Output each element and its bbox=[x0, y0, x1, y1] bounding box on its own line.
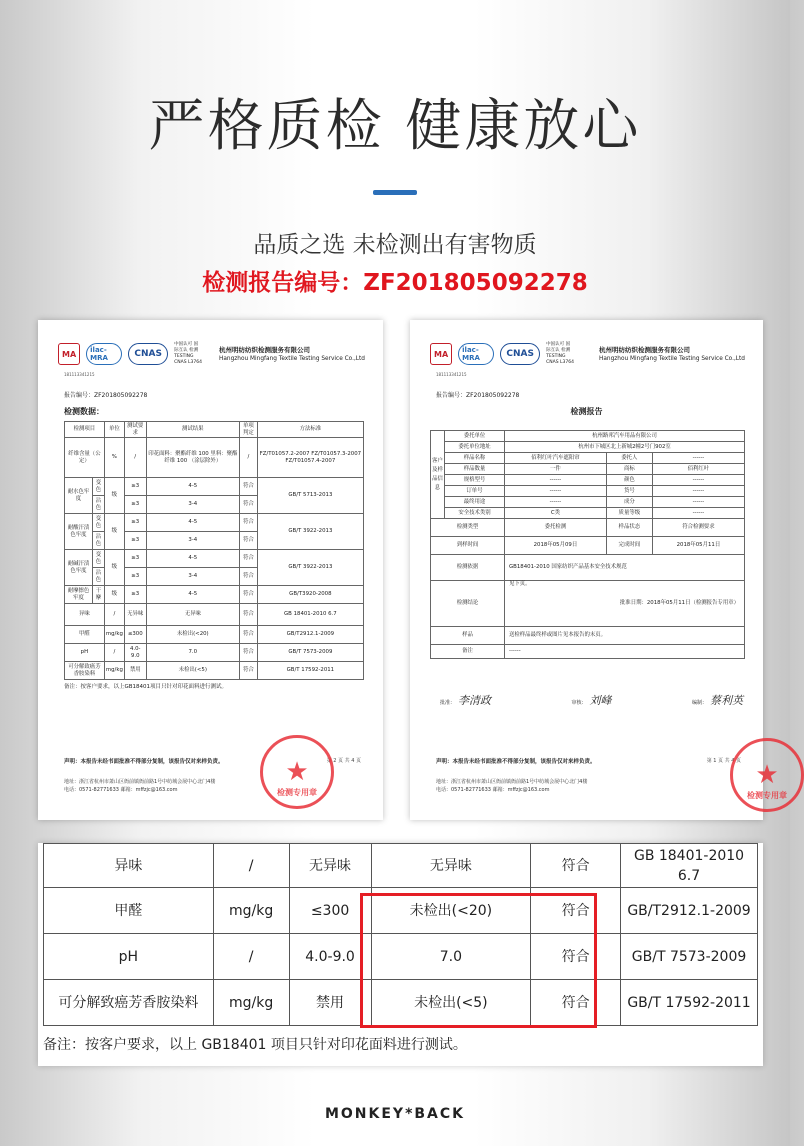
signature-review: 审核： 刘峰 bbox=[571, 694, 612, 707]
table-cell: 检测结论 bbox=[431, 581, 505, 627]
table-cell: 符合 bbox=[240, 662, 258, 680]
table-cell: GB/T2912.1-2009 bbox=[621, 888, 758, 934]
table-cell: GB/T 17592-2011 bbox=[621, 980, 758, 1026]
table-cell: GB18401-2010 国家纺织产品基本安全技术规范 bbox=[505, 555, 745, 581]
table-cell: 未检出(<5) bbox=[371, 980, 531, 1026]
column-header: 检测项目 bbox=[65, 422, 105, 438]
table-cell: ≥3 bbox=[124, 478, 146, 496]
table-cell: / bbox=[124, 438, 146, 478]
table-cell: 符合 bbox=[531, 934, 621, 980]
table-row bbox=[431, 555, 745, 581]
table-cell: C类 bbox=[505, 508, 607, 519]
table-cell: 商标 bbox=[606, 464, 652, 475]
table-cell: 4-5 bbox=[146, 586, 239, 604]
table-cell: 4-5 bbox=[146, 478, 239, 496]
signature-row bbox=[440, 692, 743, 708]
table-cell: 纤维含量（公定） bbox=[65, 438, 105, 478]
table-row bbox=[65, 550, 364, 568]
table-row bbox=[431, 519, 745, 537]
table-cell: 样品状态 bbox=[606, 519, 652, 537]
table-row bbox=[65, 644, 364, 662]
table-cell: ≥3 bbox=[124, 568, 146, 586]
ilac-logo-icon: ilac-MRA bbox=[86, 343, 122, 365]
page-info: 第 2 页 共 4 页 bbox=[326, 758, 361, 764]
table-cell: 委托单位地址 bbox=[445, 442, 505, 453]
table-cell: ------ bbox=[505, 645, 745, 659]
table-cell: 级 bbox=[104, 550, 124, 586]
table-cell: ≤300 bbox=[124, 626, 146, 644]
test-data-table bbox=[64, 421, 364, 680]
table-row bbox=[65, 662, 364, 680]
ma-logo-icon: MA bbox=[58, 343, 80, 365]
declaration: 声明：本报告未经书面批准不得部分复制，该报告仅对来样负责。 bbox=[64, 759, 224, 765]
table-cell: 佰利红叶 bbox=[652, 464, 744, 475]
table-cell: 到样时间 bbox=[431, 537, 505, 555]
table-cell: 符合 bbox=[240, 644, 258, 662]
table-row bbox=[431, 497, 745, 508]
conclusion-text: 见下页。 bbox=[509, 581, 531, 587]
table-cell: 级 bbox=[104, 514, 124, 550]
table-cell: ------ bbox=[652, 497, 744, 508]
table-cell: 禁用 bbox=[289, 980, 371, 1026]
table-cell: 甲醛 bbox=[65, 626, 105, 644]
table-cell: 无异味 bbox=[371, 844, 531, 888]
page-info: 第 1 页 共 4 页 bbox=[706, 758, 741, 764]
declaration: 声明：本报告未经书面批准不得部分复制，该报告仅对来样负责。 bbox=[436, 759, 596, 765]
table-cell: 备注 bbox=[431, 645, 505, 659]
table-cell: 符合 bbox=[240, 514, 258, 532]
table-cell: mg/kg bbox=[213, 980, 289, 1026]
table-row bbox=[431, 464, 745, 475]
table-cell: GB/T 3922-2013 bbox=[257, 514, 363, 550]
table-cell: 2018年05月09日 bbox=[505, 537, 607, 555]
table-cell: 无异味 bbox=[146, 604, 239, 626]
table-cell: / bbox=[213, 934, 289, 980]
table-cell: 送检样品最终样或图片见本报告的末页。 bbox=[505, 627, 745, 645]
zoom-note: 备注：按客户要求，以上 GB18401 项目只针对印花面料进行测试。 bbox=[43, 1037, 467, 1053]
table-cell: 3-4 bbox=[146, 496, 239, 514]
table-cell: 异味 bbox=[44, 844, 214, 888]
accent-bar bbox=[373, 190, 417, 195]
table-cell: 印花面料：聚酯纤维 100 里料：聚酯纤维 100 （涂层除外） bbox=[146, 438, 239, 478]
table-cell: 符合 bbox=[531, 980, 621, 1026]
table-cell: 未检出(<5) bbox=[146, 662, 239, 680]
table-cell: GB 18401-2010 6.7 bbox=[257, 604, 363, 626]
table-cell: ------ bbox=[652, 508, 744, 519]
table-cell: 佰利红叶汽车遮阳帘 bbox=[505, 453, 607, 464]
table-row bbox=[431, 627, 745, 645]
table-cell: 符合 bbox=[240, 496, 258, 514]
cert-code: 181113341215 bbox=[436, 372, 467, 377]
table-cell: FZ/T01057.2-2007 FZ/T01057.3-2007 FZ/T01057.4-2007 bbox=[257, 438, 363, 478]
table-cell: 变色 bbox=[92, 478, 104, 496]
table-cell: 一件 bbox=[505, 464, 607, 475]
table-row bbox=[65, 422, 364, 438]
signature-compile: 编制： 蔡利英 bbox=[691, 694, 743, 707]
table-cell: ≥3 bbox=[124, 496, 146, 514]
table-cell: / bbox=[104, 604, 124, 626]
table-cell: pH bbox=[44, 934, 214, 980]
table-cell: GB/T3920-2008 bbox=[257, 586, 363, 604]
table-cell: 杭州路邦汽车用品有限公司 bbox=[505, 431, 745, 442]
table-cell: 检测类型 bbox=[431, 519, 505, 537]
table-cell: 符合检测要求 bbox=[652, 519, 744, 537]
table-cell: 沾色 bbox=[92, 568, 104, 586]
table-cell: 符合 bbox=[531, 888, 621, 934]
table-cell: 4-5 bbox=[146, 550, 239, 568]
lab-name: 杭州明纺纺织检测服务有限公司 Hangzhou Mingfang Textile Testing Service Co.,Ltd bbox=[218, 345, 365, 362]
table-row bbox=[431, 442, 745, 453]
table-cell: ------ bbox=[652, 475, 744, 486]
report-page-data bbox=[38, 320, 383, 820]
cnas-text: 中国认可 国际互认 检测 TESTING CNAS L3764 bbox=[546, 342, 574, 365]
column-header: 方法标准 bbox=[257, 422, 363, 438]
table-cell: ≥3 bbox=[124, 586, 146, 604]
table-cell: 未检出(<20) bbox=[371, 888, 531, 934]
doc-header bbox=[430, 336, 745, 372]
doc-heading: 检测报告 bbox=[570, 407, 603, 416]
cnas-logo-icon: CNAS bbox=[128, 343, 168, 365]
table-cell: 4.0-9.0 bbox=[124, 644, 146, 662]
table-cell: GB 18401-2010 6.7 bbox=[621, 844, 758, 888]
table-cell: 最终用途 bbox=[445, 497, 505, 508]
table-cell: 可分解致癌芳香胺染料 bbox=[44, 980, 214, 1026]
table-row bbox=[65, 626, 364, 644]
table-cell: 委托人 bbox=[606, 453, 652, 464]
table-cell: 无异味 bbox=[289, 844, 371, 888]
brand-logo: MONKEY*BACK bbox=[324, 1106, 466, 1122]
table-cell: mg/kg bbox=[104, 626, 124, 644]
table-cell: ------ bbox=[505, 475, 607, 486]
table-row bbox=[431, 645, 745, 659]
table-cell: 规格型号 bbox=[445, 475, 505, 486]
table-cell: ------ bbox=[652, 453, 744, 464]
column-header: 单项判定 bbox=[240, 422, 258, 438]
table-cell: 符合 bbox=[240, 586, 258, 604]
table-cell: GB/T 3922-2013 bbox=[257, 550, 363, 586]
table-cell: 客户及样品信息 bbox=[431, 431, 445, 519]
subtitle: 品质之选 未检测出有害物质 bbox=[253, 232, 537, 258]
stamp-icon: ★ 检测专用章 bbox=[260, 735, 334, 809]
column-header: 单位 bbox=[104, 422, 124, 438]
table-cell: 无异味 bbox=[124, 604, 146, 626]
table-cell: 耐碱汗渍色牢度 bbox=[65, 550, 93, 586]
table-cell: ------ bbox=[505, 486, 607, 497]
table-cell: ------ bbox=[652, 486, 744, 497]
table-cell: 样品 bbox=[431, 627, 505, 645]
table-cell: 符合 bbox=[240, 550, 258, 568]
table-cell bbox=[505, 581, 745, 627]
table-cell: 可分解致癌芳香胺染料 bbox=[65, 662, 105, 680]
table-cell: 检测依据 bbox=[431, 555, 505, 581]
report-no: 报告编号：ZF201805092278 bbox=[64, 392, 148, 399]
table-cell: 样品数量 bbox=[445, 464, 505, 475]
table-row bbox=[65, 604, 364, 626]
report-number: 检测报告编号：ZF201805092278 bbox=[202, 270, 588, 296]
table-cell: 委托检测 bbox=[505, 519, 607, 537]
table-cell: 符合 bbox=[531, 844, 621, 888]
cnas-logo-icon: CNAS bbox=[500, 343, 540, 365]
table-cell: 符合 bbox=[240, 532, 258, 550]
table-cell: pH bbox=[65, 644, 105, 662]
table-cell: 符合 bbox=[240, 478, 258, 496]
table-cell: 未检出(<20) bbox=[146, 626, 239, 644]
table-cell: 杭州市下城区北上新城2幢2号门902室 bbox=[505, 442, 745, 453]
table-cell: 变色 bbox=[92, 514, 104, 532]
table-cell: 成分 bbox=[606, 497, 652, 508]
table-cell: 级 bbox=[104, 478, 124, 514]
report-page-cover bbox=[410, 320, 787, 820]
table-cell: 甲醛 bbox=[44, 888, 214, 934]
report-info-table bbox=[430, 430, 745, 659]
column-header: 测试要求 bbox=[124, 422, 146, 438]
table-cell: 级 bbox=[104, 586, 124, 604]
table-row bbox=[431, 537, 745, 555]
table-row bbox=[431, 508, 745, 519]
table-cell: ≥3 bbox=[124, 550, 146, 568]
ilac-logo-icon: ilac-MRA bbox=[458, 343, 494, 365]
table-cell: 符合 bbox=[240, 604, 258, 626]
table-cell: GB/T 17592-2011 bbox=[257, 662, 363, 680]
table-cell: 异味 bbox=[65, 604, 105, 626]
table-cell: 3-4 bbox=[146, 568, 239, 586]
doc-heading: 检测数据： bbox=[64, 407, 104, 416]
lab-name: 杭州明纺纺织检测服务有限公司 Hangzhou Mingfang Textile Testing Service Co.,Ltd bbox=[598, 345, 745, 362]
table-cell: 符合 bbox=[240, 568, 258, 586]
table-cell: mg/kg bbox=[104, 662, 124, 680]
table-cell: GB/T 7573-2009 bbox=[621, 934, 758, 980]
cnas-text: 中国认可 国际互认 检测 TESTING CNAS L3764 bbox=[174, 342, 202, 365]
table-row bbox=[65, 438, 364, 478]
table-cell: ≥3 bbox=[124, 532, 146, 550]
table-row bbox=[431, 453, 745, 464]
table-cell: GB/T 5713-2013 bbox=[257, 478, 363, 514]
stamp-icon: ★ 检测专用章 bbox=[730, 738, 804, 812]
table-row bbox=[65, 478, 364, 496]
doc-header bbox=[58, 336, 365, 372]
table-cell: 耐水色牢度 bbox=[65, 478, 93, 514]
highlight-box bbox=[360, 893, 597, 1028]
table-cell: 委托单位 bbox=[445, 431, 505, 442]
table-cell: 耐摩擦色牢度 bbox=[65, 586, 93, 604]
table-row bbox=[431, 475, 745, 486]
report-no: 报告编号：ZF201805092278 bbox=[436, 392, 520, 399]
footer-address: 地址：浙江省杭州市萧山区衙前镇衙前路1号中纺城会展中心北门4楼 电话：0571-82771633 邮箱：mffzjc@163.com bbox=[64, 779, 216, 793]
table-cell: 干摩 bbox=[92, 586, 104, 604]
table-cell: 耐酸汗渍色牢度 bbox=[65, 514, 93, 550]
ma-logo-icon: MA bbox=[430, 343, 452, 365]
table-cell: 4.0-9.0 bbox=[289, 934, 371, 980]
signature-approve: 批准： 李清政 bbox=[440, 694, 492, 707]
table-row bbox=[431, 431, 745, 442]
table-row bbox=[65, 586, 364, 604]
table-cell: / bbox=[213, 844, 289, 888]
table-cell: 订单号 bbox=[445, 486, 505, 497]
table-cell: 变色 bbox=[92, 550, 104, 568]
footer-address: 地址：浙江省杭州市萧山区衙前镇衙前路1号中纺城会展中心北门4楼 电话：0571-82771633 邮箱：mffzjc@163.com bbox=[436, 779, 588, 793]
table-cell: 沾色 bbox=[92, 532, 104, 550]
table-row bbox=[65, 514, 364, 532]
table-cell: 样品名称 bbox=[445, 453, 505, 464]
table-row bbox=[431, 581, 745, 627]
table-cell: 质量等级 bbox=[606, 508, 652, 519]
table-cell: ≤300 bbox=[289, 888, 371, 934]
table-cell: GB/T 7573-2009 bbox=[257, 644, 363, 662]
zoomed-results bbox=[38, 843, 763, 1066]
table-cell: / bbox=[104, 644, 124, 662]
table-cell: 7.0 bbox=[146, 644, 239, 662]
left-note: 备注：按客户要求，以上GB18401项目只针对印花面料进行测试。 bbox=[64, 684, 228, 690]
table-cell: 3-4 bbox=[146, 532, 239, 550]
table-cell: 沾色 bbox=[92, 496, 104, 514]
table-cell: 4-5 bbox=[146, 514, 239, 532]
column-header: 测试结果 bbox=[146, 422, 239, 438]
table-row bbox=[431, 486, 745, 497]
table-cell: 符合 bbox=[240, 626, 258, 644]
table-cell: 禁用 bbox=[124, 662, 146, 680]
table-cell: 7.0 bbox=[371, 934, 531, 980]
approve-date: 批准日期：2018年05月11日（检测报告专用章） bbox=[619, 600, 739, 606]
table-row bbox=[44, 844, 758, 888]
table-cell: % bbox=[104, 438, 124, 478]
cert-code: 181113341215 bbox=[64, 372, 95, 377]
table-cell: / bbox=[240, 438, 258, 478]
table-cell: 完成时间 bbox=[606, 537, 652, 555]
table-cell: 2018年05月11日 bbox=[652, 537, 744, 555]
table-cell: 货号 bbox=[606, 486, 652, 497]
table-cell: 安全技术类别 bbox=[445, 508, 505, 519]
hero-title: 严格质检 健康放心 bbox=[148, 94, 642, 159]
table-cell: GB/T2912.1-2009 bbox=[257, 626, 363, 644]
table-cell: mg/kg bbox=[213, 888, 289, 934]
table-cell: ------ bbox=[505, 497, 607, 508]
table-cell: 颜色 bbox=[606, 475, 652, 486]
table-cell: ≥3 bbox=[124, 514, 146, 532]
